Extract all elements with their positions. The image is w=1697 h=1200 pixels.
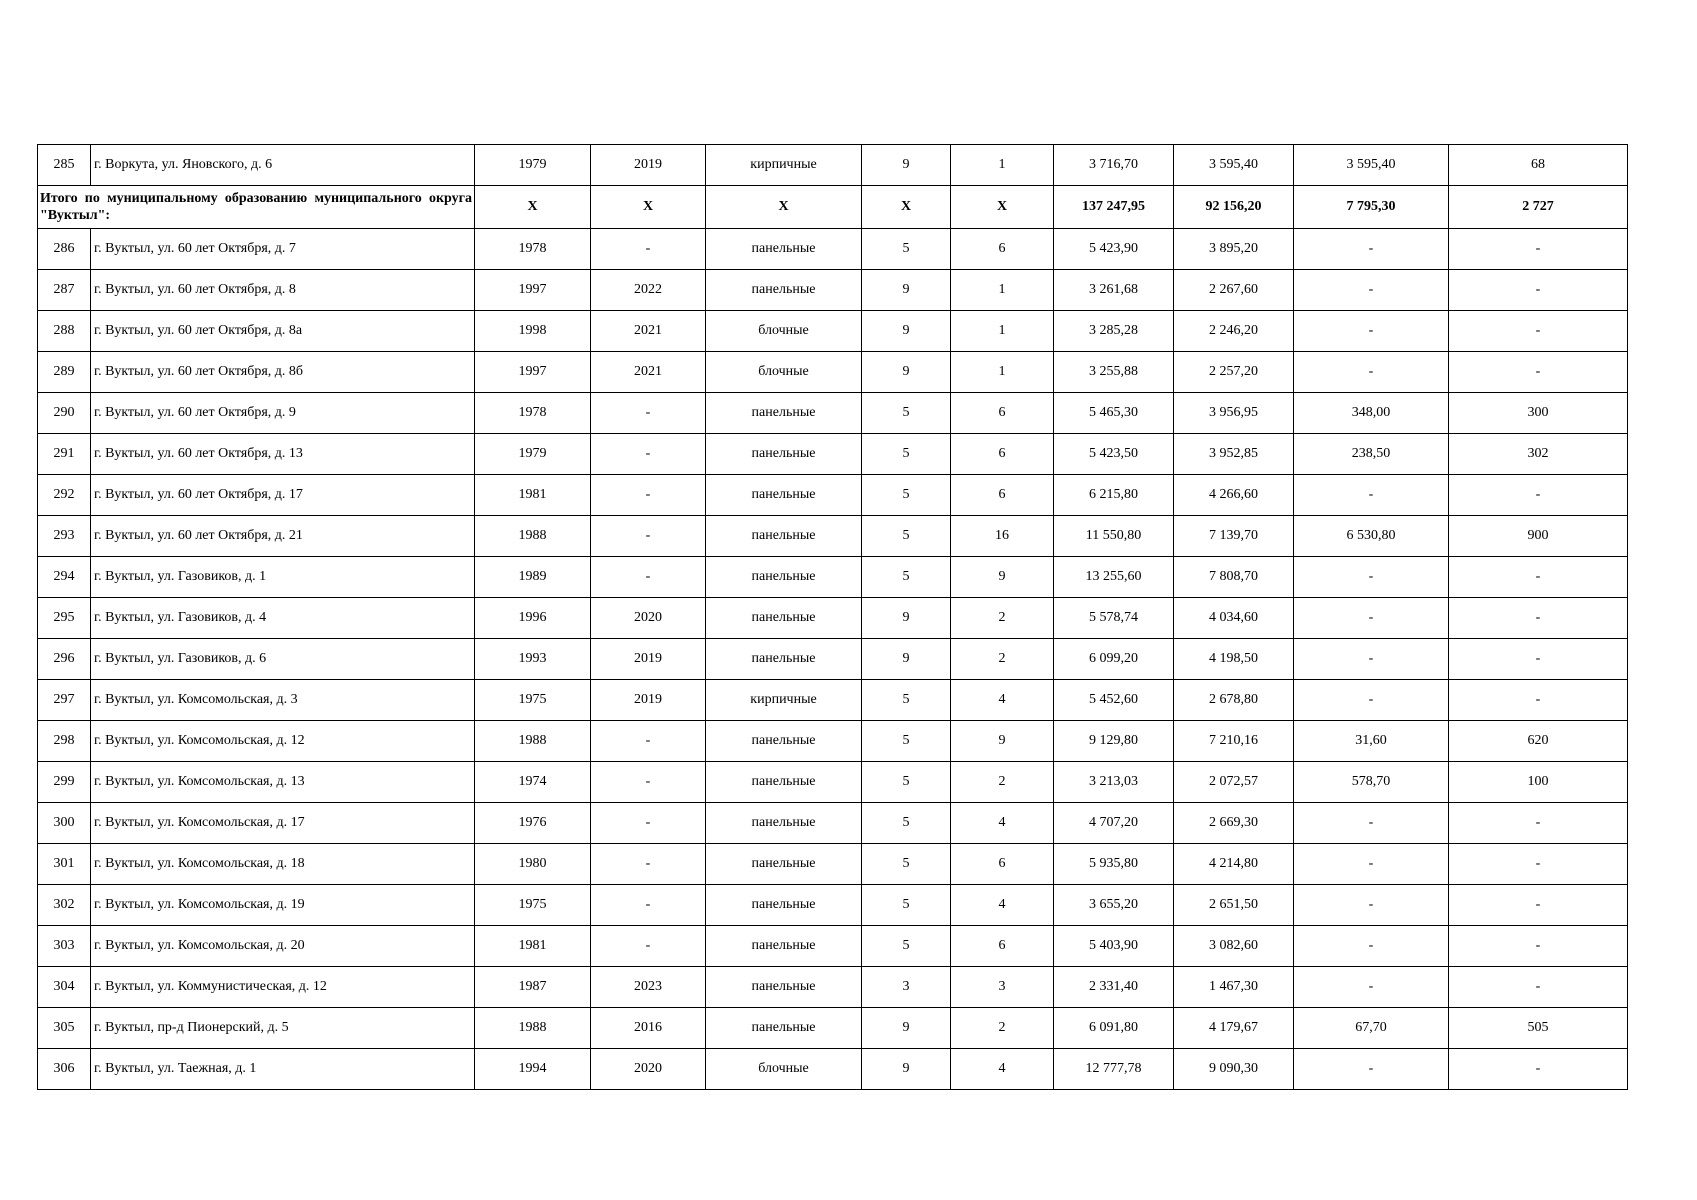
private-area-cell: -: [1294, 639, 1449, 680]
private-area-cell: -: [1294, 557, 1449, 598]
year-repair-cell: -: [591, 721, 706, 762]
entrances-cell: 3: [951, 967, 1054, 1008]
private-area-cell: -: [1294, 270, 1449, 311]
living-area-cell: 4 214,80: [1174, 844, 1294, 885]
living-area-cell: 7 139,70: [1174, 516, 1294, 557]
address-cell: г. Вуктыл, ул. 60 лет Октября, д. 21: [91, 516, 475, 557]
floors-cell: 9: [862, 639, 951, 680]
total-living-area-cell: 92 156,20: [1174, 186, 1294, 229]
table-row: [38, 1049, 1628, 1090]
residents-cell: -: [1449, 967, 1628, 1008]
wall-material-cell: панельные: [706, 229, 862, 270]
total-year-built-cell: X: [475, 186, 591, 229]
row-number-cell: 287: [38, 270, 91, 311]
total-total-area-cell: 137 247,95: [1054, 186, 1174, 229]
wall-material-cell: панельные: [706, 393, 862, 434]
year-built-cell: 1997: [475, 352, 591, 393]
floors-cell: 9: [862, 1008, 951, 1049]
year-repair-cell: -: [591, 557, 706, 598]
total-area-cell: 5 423,90: [1054, 229, 1174, 270]
row-number-cell: 290: [38, 393, 91, 434]
table-row: [38, 926, 1628, 967]
total-area-cell: 3 213,03: [1054, 762, 1174, 803]
floors-cell: 9: [862, 270, 951, 311]
residents-cell: -: [1449, 680, 1628, 721]
private-area-cell: -: [1294, 352, 1449, 393]
row-number-cell: 295: [38, 598, 91, 639]
floors-cell: 5: [862, 803, 951, 844]
private-area-cell: -: [1294, 475, 1449, 516]
year-repair-cell: 2023: [591, 967, 706, 1008]
entrances-cell: 6: [951, 926, 1054, 967]
total-area-cell: 12 777,78: [1054, 1049, 1174, 1090]
address-cell: г. Вуктыл, ул. 60 лет Октября, д. 8а: [91, 311, 475, 352]
living-area-cell: 3 082,60: [1174, 926, 1294, 967]
row-number-cell: 294: [38, 557, 91, 598]
table-row: [38, 803, 1628, 844]
private-area-cell: -: [1294, 598, 1449, 639]
wall-material-cell: блочные: [706, 1049, 862, 1090]
table-row: [38, 229, 1628, 270]
table-row: [38, 352, 1628, 393]
housing-registry-table: [37, 144, 1628, 1090]
total-area-cell: 13 255,60: [1054, 557, 1174, 598]
total-area-cell: 5 423,50: [1054, 434, 1174, 475]
row-number-cell: 305: [38, 1008, 91, 1049]
residents-cell: -: [1449, 844, 1628, 885]
entrances-cell: 2: [951, 639, 1054, 680]
private-area-cell: -: [1294, 844, 1449, 885]
floors-cell: 5: [862, 475, 951, 516]
year-built-cell: 1974: [475, 762, 591, 803]
table-row: [38, 598, 1628, 639]
floors-cell: 3: [862, 967, 951, 1008]
private-area-cell: 31,60: [1294, 721, 1449, 762]
year-repair-cell: -: [591, 229, 706, 270]
table-row: [38, 557, 1628, 598]
private-area-cell: 6 530,80: [1294, 516, 1449, 557]
floors-cell: 9: [862, 598, 951, 639]
address-cell: г. Вуктыл, ул. 60 лет Октября, д. 8б: [91, 352, 475, 393]
year-built-cell: 1997: [475, 270, 591, 311]
row-number-cell: 303: [38, 926, 91, 967]
year-built-cell: 1988: [475, 1008, 591, 1049]
floors-cell: 5: [862, 762, 951, 803]
address-cell: г. Вуктыл, ул. Газовиков, д. 4: [91, 598, 475, 639]
address-cell: г. Вуктыл, ул. 60 лет Октября, д. 13: [91, 434, 475, 475]
entrances-cell: 9: [951, 557, 1054, 598]
residents-cell: -: [1449, 885, 1628, 926]
living-area-cell: 2 669,30: [1174, 803, 1294, 844]
living-area-cell: 9 090,30: [1174, 1049, 1294, 1090]
year-built-cell: 1980: [475, 844, 591, 885]
total-area-cell: 6 091,80: [1054, 1008, 1174, 1049]
entrances-cell: 1: [951, 145, 1054, 186]
address-cell: г. Вуктыл, ул. Коммунистическая, д. 12: [91, 967, 475, 1008]
table-row: [38, 844, 1628, 885]
year-built-cell: 1996: [475, 598, 591, 639]
wall-material-cell: панельные: [706, 721, 862, 762]
private-area-cell: -: [1294, 885, 1449, 926]
private-area-cell: 238,50: [1294, 434, 1449, 475]
private-area-cell: -: [1294, 1049, 1449, 1090]
entrances-cell: 9: [951, 721, 1054, 762]
table-body: [38, 145, 1628, 1090]
total-year-repair-cell: X: [591, 186, 706, 229]
entrances-cell: 6: [951, 229, 1054, 270]
row-number-cell: 296: [38, 639, 91, 680]
entrances-cell: 1: [951, 270, 1054, 311]
year-repair-cell: -: [591, 803, 706, 844]
year-repair-cell: 2016: [591, 1008, 706, 1049]
row-number-cell: 288: [38, 311, 91, 352]
residents-cell: -: [1449, 926, 1628, 967]
private-area-cell: -: [1294, 803, 1449, 844]
table-row: [38, 885, 1628, 926]
year-built-cell: 1975: [475, 885, 591, 926]
total-row: [38, 186, 1628, 229]
residents-cell: -: [1449, 557, 1628, 598]
year-built-cell: 1979: [475, 434, 591, 475]
floors-cell: 5: [862, 721, 951, 762]
row-number-cell: 301: [38, 844, 91, 885]
total-area-cell: 6 099,20: [1054, 639, 1174, 680]
address-cell: г. Вуктыл, ул. Комсомольская, д. 12: [91, 721, 475, 762]
year-repair-cell: 2020: [591, 598, 706, 639]
year-built-cell: 1981: [475, 926, 591, 967]
private-area-cell: 348,00: [1294, 393, 1449, 434]
table-row: [38, 145, 1628, 186]
total-area-cell: 3 261,68: [1054, 270, 1174, 311]
year-repair-cell: 2022: [591, 270, 706, 311]
living-area-cell: 3 956,95: [1174, 393, 1294, 434]
private-area-cell: -: [1294, 311, 1449, 352]
year-built-cell: 1993: [475, 639, 591, 680]
table-row: [38, 721, 1628, 762]
year-repair-cell: -: [591, 516, 706, 557]
wall-material-cell: блочные: [706, 352, 862, 393]
living-area-cell: 1 467,30: [1174, 967, 1294, 1008]
entrances-cell: 6: [951, 434, 1054, 475]
address-cell: г. Вуктыл, ул. Комсомольская, д. 20: [91, 926, 475, 967]
table-row: [38, 680, 1628, 721]
row-number-cell: 302: [38, 885, 91, 926]
living-area-cell: 4 034,60: [1174, 598, 1294, 639]
row-number-cell: 297: [38, 680, 91, 721]
total-area-cell: 11 550,80: [1054, 516, 1174, 557]
year-repair-cell: 2021: [591, 311, 706, 352]
residents-cell: -: [1449, 803, 1628, 844]
row-number-cell: 286: [38, 229, 91, 270]
entrances-cell: 4: [951, 885, 1054, 926]
living-area-cell: 2 246,20: [1174, 311, 1294, 352]
residents-cell: -: [1449, 475, 1628, 516]
wall-material-cell: блочные: [706, 311, 862, 352]
year-repair-cell: -: [591, 844, 706, 885]
year-repair-cell: -: [591, 393, 706, 434]
table-row: [38, 516, 1628, 557]
total-label-cell: Итого по муниципальному образованию муниципального округа "Вуктыл":: [38, 186, 475, 229]
residents-cell: -: [1449, 1049, 1628, 1090]
total-area-cell: 6 215,80: [1054, 475, 1174, 516]
entrances-cell: 2: [951, 1008, 1054, 1049]
total-area-cell: 4 707,20: [1054, 803, 1174, 844]
total-wall-material-cell: X: [706, 186, 862, 229]
address-cell: г. Вуктыл, ул. 60 лет Октября, д. 17: [91, 475, 475, 516]
total-private-area-cell: 7 795,30: [1294, 186, 1449, 229]
wall-material-cell: панельные: [706, 475, 862, 516]
year-repair-cell: -: [591, 926, 706, 967]
residents-cell: 505: [1449, 1008, 1628, 1049]
address-cell: г. Вуктыл, ул. 60 лет Октября, д. 7: [91, 229, 475, 270]
address-cell: г. Вуктыл, ул. Газовиков, д. 6: [91, 639, 475, 680]
floors-cell: 5: [862, 229, 951, 270]
address-cell: г. Вуктыл, пр-д Пионерский, д. 5: [91, 1008, 475, 1049]
residents-cell: 302: [1449, 434, 1628, 475]
year-repair-cell: -: [591, 434, 706, 475]
wall-material-cell: панельные: [706, 516, 862, 557]
private-area-cell: 67,70: [1294, 1008, 1449, 1049]
year-built-cell: 1978: [475, 229, 591, 270]
total-area-cell: 5 403,90: [1054, 926, 1174, 967]
total-area-cell: 2 331,40: [1054, 967, 1174, 1008]
table-row: [38, 967, 1628, 1008]
year-built-cell: 1978: [475, 393, 591, 434]
table-row: [38, 311, 1628, 352]
floors-cell: 5: [862, 885, 951, 926]
year-built-cell: 1976: [475, 803, 591, 844]
address-cell: г. Вуктыл, ул. Комсомольская, д. 3: [91, 680, 475, 721]
floors-cell: 5: [862, 926, 951, 967]
total-area-cell: 5 578,74: [1054, 598, 1174, 639]
living-area-cell: 2 678,80: [1174, 680, 1294, 721]
entrances-cell: 1: [951, 352, 1054, 393]
floors-cell: 9: [862, 145, 951, 186]
living-area-cell: 2 651,50: [1174, 885, 1294, 926]
row-number-cell: 292: [38, 475, 91, 516]
entrances-cell: 4: [951, 803, 1054, 844]
private-area-cell: -: [1294, 926, 1449, 967]
year-built-cell: 1979: [475, 145, 591, 186]
wall-material-cell: панельные: [706, 885, 862, 926]
living-area-cell: 4 198,50: [1174, 639, 1294, 680]
address-cell: г. Вуктыл, ул. Комсомольская, д. 19: [91, 885, 475, 926]
residents-cell: 900: [1449, 516, 1628, 557]
living-area-cell: 4 179,67: [1174, 1008, 1294, 1049]
table-row: [38, 434, 1628, 475]
table-row: [38, 762, 1628, 803]
private-area-cell: -: [1294, 229, 1449, 270]
floors-cell: 5: [862, 393, 951, 434]
entrances-cell: 2: [951, 762, 1054, 803]
year-built-cell: 1988: [475, 721, 591, 762]
entrances-cell: 6: [951, 844, 1054, 885]
total-area-cell: 5 465,30: [1054, 393, 1174, 434]
total-area-cell: 5 452,60: [1054, 680, 1174, 721]
wall-material-cell: панельные: [706, 270, 862, 311]
total-area-cell: 3 655,20: [1054, 885, 1174, 926]
entrances-cell: 6: [951, 475, 1054, 516]
total-area-cell: 3 255,88: [1054, 352, 1174, 393]
address-cell: г. Вуктыл, ул. 60 лет Октября, д. 9: [91, 393, 475, 434]
entrances-cell: 1: [951, 311, 1054, 352]
year-repair-cell: -: [591, 885, 706, 926]
total-area-cell: 9 129,80: [1054, 721, 1174, 762]
total-area-cell: 3 716,70: [1054, 145, 1174, 186]
wall-material-cell: панельные: [706, 967, 862, 1008]
row-number-cell: 298: [38, 721, 91, 762]
wall-material-cell: панельные: [706, 598, 862, 639]
year-built-cell: 1998: [475, 311, 591, 352]
residents-cell: -: [1449, 598, 1628, 639]
year-repair-cell: 2021: [591, 352, 706, 393]
residents-cell: 68: [1449, 145, 1628, 186]
floors-cell: 5: [862, 844, 951, 885]
row-number-cell: 306: [38, 1049, 91, 1090]
address-cell: г. Вуктыл, ул. Комсомольская, д. 17: [91, 803, 475, 844]
total-residents-cell: 2 727: [1449, 186, 1628, 229]
row-number-cell: 293: [38, 516, 91, 557]
wall-material-cell: панельные: [706, 557, 862, 598]
year-repair-cell: 2019: [591, 680, 706, 721]
year-built-cell: 1989: [475, 557, 591, 598]
total-area-cell: 3 285,28: [1054, 311, 1174, 352]
entrances-cell: 2: [951, 598, 1054, 639]
table-row: [38, 393, 1628, 434]
row-number-cell: 291: [38, 434, 91, 475]
total-area-cell: 5 935,80: [1054, 844, 1174, 885]
living-area-cell: 4 266,60: [1174, 475, 1294, 516]
row-number-cell: 300: [38, 803, 91, 844]
address-cell: г. Вуктыл, ул. Комсомольская, д. 18: [91, 844, 475, 885]
private-area-cell: 3 595,40: [1294, 145, 1449, 186]
total-floors-cell: X: [862, 186, 951, 229]
table-row: [38, 270, 1628, 311]
private-area-cell: 578,70: [1294, 762, 1449, 803]
wall-material-cell: панельные: [706, 639, 862, 680]
address-cell: г. Вуктыл, ул. Комсомольская, д. 13: [91, 762, 475, 803]
private-area-cell: -: [1294, 967, 1449, 1008]
residents-cell: -: [1449, 639, 1628, 680]
year-built-cell: 1987: [475, 967, 591, 1008]
floors-cell: 5: [862, 557, 951, 598]
floors-cell: 9: [862, 1049, 951, 1090]
floors-cell: 9: [862, 311, 951, 352]
address-cell: г. Воркута, ул. Яновского, д. 6: [91, 145, 475, 186]
living-area-cell: 3 952,85: [1174, 434, 1294, 475]
residents-cell: 100: [1449, 762, 1628, 803]
table-row: [38, 639, 1628, 680]
living-area-cell: 2 257,20: [1174, 352, 1294, 393]
wall-material-cell: панельные: [706, 844, 862, 885]
row-number-cell: 289: [38, 352, 91, 393]
wall-material-cell: кирпичные: [706, 145, 862, 186]
year-repair-cell: 2019: [591, 145, 706, 186]
wall-material-cell: панельные: [706, 803, 862, 844]
wall-material-cell: панельные: [706, 434, 862, 475]
floors-cell: 5: [862, 434, 951, 475]
row-number-cell: 304: [38, 967, 91, 1008]
row-number-cell: 285: [38, 145, 91, 186]
residents-cell: -: [1449, 270, 1628, 311]
residents-cell: -: [1449, 229, 1628, 270]
total-entrances-cell: X: [951, 186, 1054, 229]
private-area-cell: -: [1294, 680, 1449, 721]
year-repair-cell: 2019: [591, 639, 706, 680]
living-area-cell: 2 267,60: [1174, 270, 1294, 311]
wall-material-cell: панельные: [706, 1008, 862, 1049]
living-area-cell: 3 895,20: [1174, 229, 1294, 270]
table-row: [38, 1008, 1628, 1049]
year-built-cell: 1981: [475, 475, 591, 516]
floors-cell: 5: [862, 680, 951, 721]
entrances-cell: 4: [951, 1049, 1054, 1090]
year-repair-cell: -: [591, 762, 706, 803]
residents-cell: 300: [1449, 393, 1628, 434]
residents-cell: -: [1449, 311, 1628, 352]
living-area-cell: 7 210,16: [1174, 721, 1294, 762]
living-area-cell: 7 808,70: [1174, 557, 1294, 598]
row-number-cell: 299: [38, 762, 91, 803]
address-cell: г. Вуктыл, ул. Таежная, д. 1: [91, 1049, 475, 1090]
floors-cell: 5: [862, 516, 951, 557]
entrances-cell: 6: [951, 393, 1054, 434]
entrances-cell: 4: [951, 680, 1054, 721]
wall-material-cell: кирпичные: [706, 680, 862, 721]
living-area-cell: 2 072,57: [1174, 762, 1294, 803]
floors-cell: 9: [862, 352, 951, 393]
wall-material-cell: панельные: [706, 926, 862, 967]
entrances-cell: 16: [951, 516, 1054, 557]
residents-cell: 620: [1449, 721, 1628, 762]
year-built-cell: 1988: [475, 516, 591, 557]
table-row: [38, 475, 1628, 516]
year-repair-cell: 2020: [591, 1049, 706, 1090]
year-built-cell: 1994: [475, 1049, 591, 1090]
year-built-cell: 1975: [475, 680, 591, 721]
living-area-cell: 3 595,40: [1174, 145, 1294, 186]
address-cell: г. Вуктыл, ул. 60 лет Октября, д. 8: [91, 270, 475, 311]
wall-material-cell: панельные: [706, 762, 862, 803]
residents-cell: -: [1449, 352, 1628, 393]
address-cell: г. Вуктыл, ул. Газовиков, д. 1: [91, 557, 475, 598]
year-repair-cell: -: [591, 475, 706, 516]
